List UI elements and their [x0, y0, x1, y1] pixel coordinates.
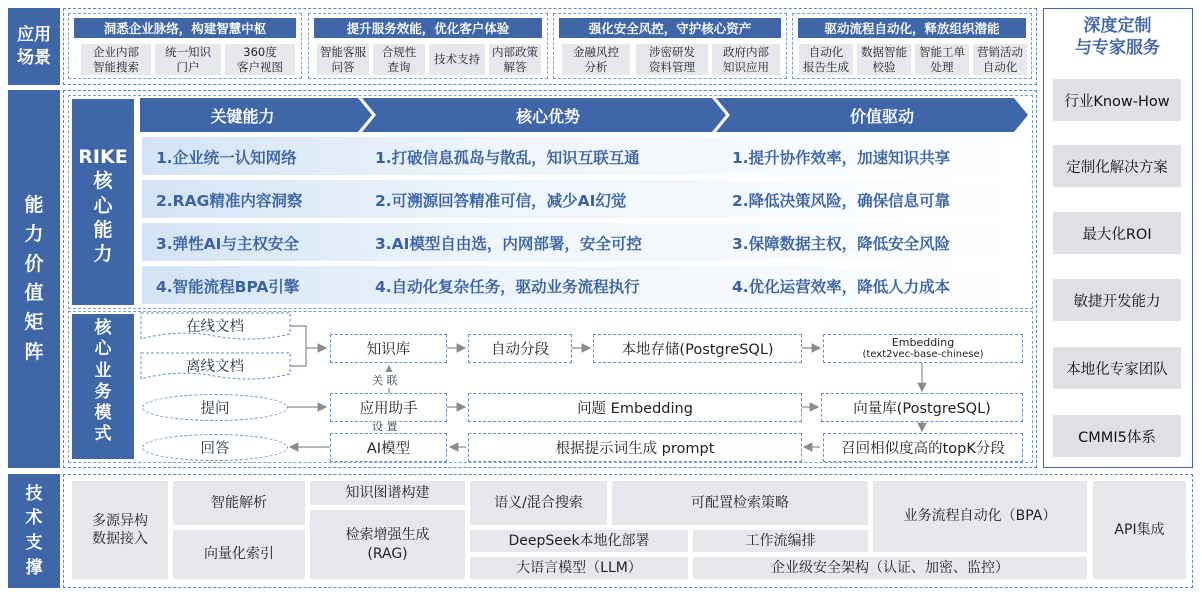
embedding-title: Embedding — [891, 335, 955, 349]
embedding-node — [823, 334, 1023, 363]
rike-label: RIKE 核 心 能 力 — [72, 99, 134, 305]
question-embedding-node: 问题 Embedding — [468, 393, 802, 422]
scenario-item: 营销活动 自动化 — [973, 44, 1027, 75]
app-assistant-node: 应用助手 — [330, 393, 447, 422]
answer-node: 回答 — [142, 434, 288, 461]
auto-segment-node: 自动分段 — [468, 334, 572, 363]
ai-model-node: AI模型 — [330, 433, 447, 462]
rike-header-capability: 关键能力 — [210, 106, 275, 126]
scenario-item: 统一知识 门户 — [155, 44, 221, 75]
tech-vector-index: 向量化索引 — [173, 530, 305, 579]
tech-multi-source-ingest: 多源异构 数据接入 — [72, 481, 168, 579]
tech-api-integration: API集成 — [1093, 481, 1186, 579]
business-label: 核 心 业 务 模 式 — [72, 314, 134, 459]
services-title: 深度定制 与专家服务 — [1075, 16, 1160, 59]
scenario-item: 数据智能 校验 — [857, 44, 911, 75]
local-storage-node: 本地存储(PostgreSQL) — [593, 334, 802, 363]
scenario-item: 金融风控 分析 — [562, 44, 630, 75]
prompt-generation-node: 根据提示词生成 prompt — [468, 433, 802, 462]
service-cmmi5: CMMI5体系 — [1053, 415, 1181, 457]
scenario-item: 政府内部 知识应用 — [712, 44, 780, 75]
rike-advantage-4: 4.自动化复杂任务，驱动业务流程执行 — [375, 278, 640, 296]
scenario-title: 驱动流程自动化，释放组织潜能 — [798, 18, 1026, 38]
scenario-item: 360度 客户视图 — [225, 44, 295, 75]
service-agile-dev: 敏捷开发能力 — [1053, 279, 1181, 321]
rike-value-2: 2.降低决策风险，确保信息可靠 — [732, 192, 951, 210]
vector-db-node: 向量库(PostgreSQL) — [821, 393, 1023, 422]
scenario-item: 涉密研发 资料管理 — [636, 44, 708, 75]
online-doc-node: 在线文档 — [186, 318, 244, 335]
tech-deepseek-local: DeepSeek本地化部署 — [470, 530, 688, 552]
scenario-item: 技术支持 — [429, 44, 485, 75]
rike-header-advantage: 核心优势 — [515, 106, 580, 126]
config-label: 设 置 — [372, 420, 398, 433]
row-label-tech: 技 术 支 撑 — [8, 474, 60, 588]
scenario-item: 自动化 报告生成 — [799, 44, 853, 75]
scenario-item: 智能工单 处理 — [915, 44, 969, 75]
topk-recall-node: 召回相似度高的topK分段 — [823, 433, 1023, 462]
scenario-item: 企业内部 智能搜索 — [81, 44, 151, 75]
rike-value-1: 1.提升协作效率，加速知识共享 — [732, 149, 951, 167]
embedding-model: (text2vec-base-chinese) — [862, 349, 984, 361]
rike-capability-1: 1.企业统一认知网络 — [156, 149, 297, 167]
tech-llm: 大语言模型（LLM） — [470, 557, 688, 579]
offline-doc-node: 离线文档 — [186, 358, 244, 375]
scenario-title: 提升服务效能，优化客户体验 — [314, 18, 542, 38]
scenario-item: 合规性 查询 — [373, 44, 425, 75]
row-label-matrix: 能 力 价 值 矩 阵 — [8, 90, 60, 468]
knowledge-base-node: 知识库 — [330, 334, 447, 363]
service-local-team: 本地化专家团队 — [1053, 347, 1181, 389]
tech-rag: 检索增强生成 (RAG) — [310, 510, 465, 579]
rike-capability-3: 3.弹性AI与主权安全 — [156, 235, 299, 253]
rike-advantage-3: 3.AI模型自由选，内网部署，安全可控 — [375, 235, 642, 253]
service-custom-solution: 定制化解决方案 — [1053, 145, 1181, 187]
question-node: 提问 — [142, 394, 288, 421]
scenario-title: 洞悉企业脉络，构建智慧中枢 — [74, 18, 296, 38]
rike-capability-2: 2.RAG精准内容洞察 — [156, 192, 303, 210]
scenario-item: 智能客服 问答 — [317, 44, 369, 75]
rike-advantage-2: 2.可溯源回答精准可信，减少AI幻觉 — [375, 192, 627, 210]
tech-bpa: 业务流程自动化（BPA） — [873, 481, 1087, 552]
scenario-title: 强化安全风控，守护核心资产 — [559, 18, 781, 38]
tech-knowledge-graph: 知识图谱构建 — [310, 481, 465, 505]
rike-capability-4: 4.智能流程BPA引擎 — [156, 278, 300, 296]
service-industry-knowhow: 行业Know-How — [1053, 79, 1181, 121]
scenario-item: 内部政策 解答 — [489, 44, 541, 75]
tech-workflow: 工作流编排 — [693, 530, 868, 552]
rike-value-4: 4.优化运营效率，降低人力成本 — [732, 278, 951, 296]
link-label: 关 联 — [372, 374, 398, 387]
row-label-scenarios: 应用 场景 — [8, 8, 60, 85]
service-max-roi: 最大化ROI — [1053, 212, 1181, 254]
tech-semantic-search: 语义/混合搜索 — [470, 481, 607, 525]
tech-security: 企业级安全架构（认证、加密、监控） — [693, 557, 1087, 579]
rike-value-3: 3.保障数据主权，降低安全风险 — [732, 235, 951, 253]
rike-header-value: 价值驱动 — [849, 106, 914, 126]
rike-advantage-1: 1.打破信息孤岛与散乱，知识互联互通 — [375, 149, 640, 167]
tech-configurable-retrieval: 可配置检索策略 — [612, 481, 868, 525]
tech-smart-parsing: 智能解析 — [173, 481, 305, 525]
